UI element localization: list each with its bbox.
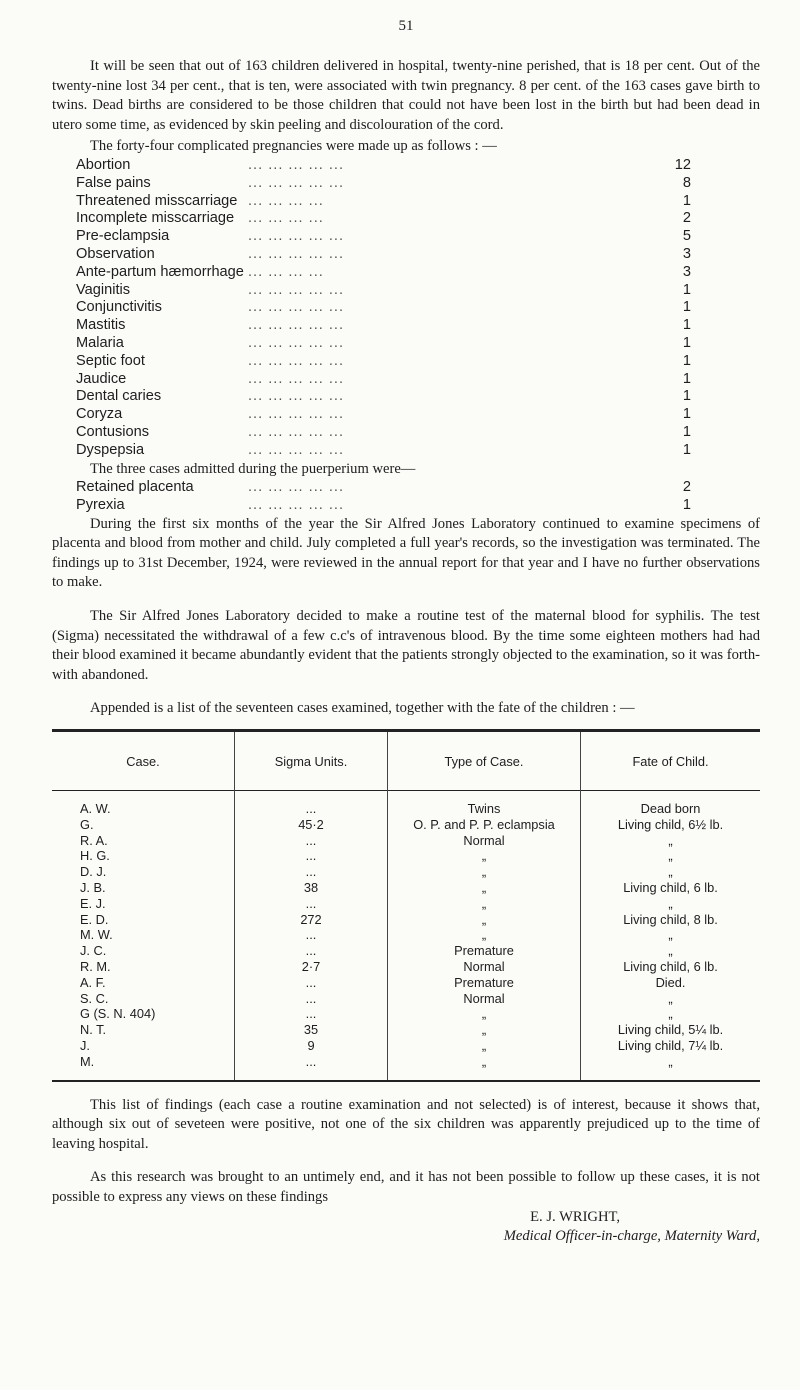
- cell-case: J.: [80, 1038, 90, 1053]
- cell-type-of-case: Normal: [388, 991, 581, 1007]
- paragraph-findings: This list of findings (each case a routine examination and not selected) is of interest, because it shows that, although six out of seveteen were positive, not one of the six children was apparently prejudiced up to the time of leaving hospital.: [52, 1096, 760, 1152]
- complication-leader-dots: ... ... ... ... ...: [248, 388, 345, 405]
- complication-label: Abortion: [76, 156, 131, 173]
- paragraph-puerperium-intro: The three cases admitted during the puerperium were—: [90, 460, 416, 477]
- complication-leader-dots: ... ... ... ... ...: [248, 228, 345, 245]
- complication-label: Malaria: [76, 334, 124, 351]
- table-row: [52, 975, 760, 991]
- cell-sigma-units: ...: [235, 975, 388, 991]
- cell-sigma-units: 9: [235, 1038, 388, 1054]
- cell-sigma-units: ...: [235, 864, 388, 880]
- complication-item: [76, 228, 691, 246]
- complication-count: 1: [682, 406, 691, 423]
- complication-item: [76, 335, 691, 353]
- table-row: [52, 864, 760, 880]
- cell-sigma-units: 35: [235, 1022, 388, 1038]
- cell-case: E. J.: [80, 895, 106, 911]
- cell-fate-of-child: Living child, 5¼ lb.: [581, 1022, 761, 1038]
- complication-count: 1: [682, 334, 691, 351]
- cell-type-of-case: O. P. and P. P. eclampsia: [388, 817, 581, 833]
- puerperium-count: 1: [682, 496, 691, 513]
- table-header-row: [52, 731, 760, 791]
- complication-item: [76, 442, 691, 460]
- complication-item: [76, 317, 691, 335]
- cell-fate-of-child: Living child, 6 lb.: [581, 959, 761, 975]
- complication-count: 1: [682, 281, 691, 298]
- cell-case: S. C.: [80, 990, 109, 1006]
- complication-count: 8: [682, 174, 691, 191]
- paragraph-laboratory: During the first six months of the year the Sir Alfred Jones Laboratory continued to examine specimens of placenta and blood from mother and child. July completed a full year's records, so the investigation was terminated. The findings up to 31st December, 1924, were reviewed in the annual report for that year and I have no further observations to make.: [52, 515, 760, 591]
- complication-label: Observation: [76, 245, 155, 262]
- cell-case: E. D.: [80, 911, 109, 927]
- cell-sigma-units: ...: [235, 848, 388, 864]
- complication-leader-dots: ... ... ... ... ...: [248, 352, 345, 369]
- table-row: [52, 896, 760, 912]
- table-row: [52, 848, 760, 864]
- complication-leader-dots: ... ... ... ... ...: [248, 334, 345, 351]
- complication-label: Dyspepsia: [76, 441, 145, 458]
- cell-type-of-case: Premature: [388, 975, 581, 991]
- cell-case: D. J.: [80, 864, 107, 880]
- header-sigma-units: Sigma Units.: [235, 731, 388, 791]
- cell-fate-of-child: Living child, 6 lb.: [581, 880, 761, 896]
- cell-fate-of-child: „: [581, 1054, 761, 1081]
- complication-leader-dots: ... ... ... ... ...: [248, 245, 345, 262]
- complication-count: 1: [682, 192, 691, 209]
- complication-label: Incomplete misscarriage: [76, 210, 235, 227]
- signature-title: Medical Officer-in-charge, Maternity Ward,: [503, 1227, 760, 1244]
- table-row: [52, 791, 760, 817]
- puerperium-item: [76, 479, 691, 497]
- table-row: [52, 833, 760, 849]
- cell-fate-of-child: Dead born: [581, 791, 761, 817]
- cell-fate-of-child: „: [581, 991, 761, 1007]
- complication-item: [76, 388, 691, 406]
- puerperium-label: Pyrexia: [76, 496, 125, 513]
- cell-type-of-case: Premature: [388, 943, 581, 959]
- cell-case: G.: [80, 816, 94, 832]
- complication-label: Vaginitis: [76, 281, 131, 298]
- complication-count: 2: [682, 210, 691, 227]
- cell-sigma-units: 38: [235, 880, 388, 896]
- table-body: [52, 791, 760, 1081]
- document-page: [52, 18, 760, 1246]
- puerperium-list: [76, 479, 691, 515]
- cell-case: J. C.: [80, 943, 107, 959]
- complication-count: 1: [682, 299, 691, 316]
- complication-item: [76, 157, 691, 175]
- cell-type-of-case: Twins: [388, 791, 581, 817]
- complication-label: Septic foot: [76, 352, 145, 369]
- complication-label: Coryza: [76, 406, 123, 423]
- table-row: [52, 1038, 760, 1054]
- complication-leader-dots: ... ... ... ... ...: [248, 299, 345, 316]
- cell-fate-of-child: Died.: [581, 975, 761, 991]
- cell-sigma-units: ...: [235, 927, 388, 943]
- paragraph-conclusion: As this research was brought to an untimely end, and it has not been possible to follow up these cases, it is not possible to express any views on these findings: [52, 1169, 760, 1205]
- paragraph-complications-intro: The forty-four complicated pregnancies were made up as follows : —: [90, 138, 497, 155]
- complication-count: 1: [682, 423, 691, 440]
- complication-count: 1: [682, 352, 691, 369]
- table-row: [52, 959, 760, 975]
- cell-fate-of-child: „: [581, 896, 761, 912]
- complication-leader-dots: ... ... ... ...: [248, 210, 324, 227]
- table-row: [52, 912, 760, 928]
- complication-label: Ante-partum hæmorrhage: [76, 263, 244, 280]
- complication-item: [76, 210, 691, 228]
- cell-type-of-case: „: [388, 1038, 581, 1054]
- cell-fate-of-child: „: [581, 1006, 761, 1022]
- complication-label: Threatened misscarriage: [76, 192, 238, 209]
- cell-case: R. A.: [80, 832, 108, 848]
- complication-item: [76, 246, 691, 264]
- cell-type-of-case: „: [388, 880, 581, 896]
- puerperium-item: [76, 497, 691, 515]
- complication-leader-dots: ... ... ... ... ...: [248, 317, 345, 334]
- complication-leader-dots: ... ... ... ... ...: [248, 406, 345, 423]
- table-row: [52, 927, 760, 943]
- puerperium-leader-dots: ... ... ... ... ...: [248, 479, 345, 496]
- paragraph-syphilis-test: The Sir Alfred Jones Laboratory decided to make a routine test of the maternal blood for syphilis. The test (Sigma) necessitated the withdrawal of a few c.c's of intravenous blood. By the time some eighteen mothers had had their blood examined it became abundantly evident that the patients strongly objected to the examination, so it was forth-with abandoned.: [52, 608, 760, 683]
- complication-item: [76, 193, 691, 211]
- cell-fate-of-child: Living child, 7¼ lb.: [581, 1038, 761, 1054]
- cell-type-of-case: „: [388, 896, 581, 912]
- cell-type-of-case: „: [388, 927, 581, 943]
- cell-type-of-case: „: [388, 1006, 581, 1022]
- complication-item: [76, 371, 691, 389]
- table-row: [52, 991, 760, 1007]
- complication-label: Mastitis: [76, 317, 126, 334]
- cell-case: N. T.: [80, 1022, 107, 1038]
- cell-case: R. M.: [80, 959, 111, 975]
- cell-type-of-case: Normal: [388, 833, 581, 849]
- table-row: [52, 880, 760, 896]
- complication-count: 3: [682, 263, 691, 280]
- puerperium-count: 2: [682, 479, 691, 496]
- complication-leader-dots: ... ... ... ... ...: [248, 423, 345, 440]
- complication-count: 3: [682, 245, 691, 262]
- signature-name: E. J. WRIGHT,: [530, 1208, 620, 1225]
- complication-count: 1: [682, 317, 691, 334]
- complications-list: [76, 157, 691, 460]
- complication-label: Pre-eclampsia: [76, 228, 170, 245]
- complication-label: False pains: [76, 174, 151, 191]
- complication-leader-dots: ... ... ... ... ...: [248, 174, 345, 191]
- table-row: [52, 943, 760, 959]
- cell-case: G (S. N. 404): [80, 1006, 156, 1022]
- page-number: 51: [398, 18, 414, 34]
- complication-label: Jaudice: [76, 370, 127, 387]
- cell-sigma-units: ...: [235, 1006, 388, 1022]
- complication-item: [76, 282, 691, 300]
- cell-sigma-units: ...: [235, 833, 388, 849]
- cell-type-of-case: „: [388, 1054, 581, 1081]
- cell-fate-of-child: „: [581, 927, 761, 943]
- cell-case: M. W.: [80, 927, 113, 943]
- cell-sigma-units: ...: [235, 943, 388, 959]
- cell-sigma-units: 272: [235, 912, 388, 928]
- cell-type-of-case: Normal: [388, 959, 581, 975]
- complication-leader-dots: ... ... ... ... ...: [248, 156, 345, 173]
- cell-sigma-units: ...: [235, 896, 388, 912]
- table-row: [52, 1006, 760, 1022]
- cell-fate-of-child: „: [581, 864, 761, 880]
- complication-count: 12: [674, 156, 691, 173]
- complication-label: Conjunctivitis: [76, 299, 162, 316]
- header-type-of-case: Type of Case.: [388, 731, 581, 791]
- complication-leader-dots: ... ... ... ... ...: [248, 370, 345, 387]
- cell-sigma-units: 45·2: [235, 817, 388, 833]
- complication-label: Dental caries: [76, 388, 162, 405]
- complication-item: [76, 299, 691, 317]
- paragraph-twins: It will be seen that out of 163 children delivered in hospital, twenty-nine perished, that is 18 per cent. Out of the twenty-nine lost 34 per cent., that is ten, were associated with twin pregnancy. 8 per cent. of the 163 cases gave birth to twins. Dead births are considered to be those children that could not have been lost in the birth but had been dead in utero some time, as evidenced by skin peeling and discolouration of the cord.: [52, 58, 760, 133]
- cell-type-of-case: „: [388, 864, 581, 880]
- cell-fate-of-child: „: [581, 833, 761, 849]
- table-row: [52, 817, 760, 833]
- table-row: [52, 1022, 760, 1038]
- paragraph-appended-list: Appended is a list of the seventeen cases examined, together with the fate of the children : —: [90, 700, 635, 717]
- cell-case: H. G.: [80, 848, 110, 864]
- complication-count: 1: [682, 388, 691, 405]
- cell-type-of-case: „: [388, 912, 581, 928]
- cell-sigma-units: ...: [235, 991, 388, 1007]
- complication-leader-dots: ... ... ... ...: [248, 192, 324, 209]
- cell-sigma-units: ...: [235, 1054, 388, 1081]
- cases-table: [52, 729, 760, 1082]
- cell-fate-of-child: Living child, 8 lb.: [581, 912, 761, 928]
- complication-item: [76, 424, 691, 442]
- complication-count: 1: [682, 370, 691, 387]
- complication-leader-dots: ... ... ... ... ...: [248, 281, 345, 298]
- puerperium-label: Retained placenta: [76, 479, 194, 496]
- complication-item: [76, 264, 691, 282]
- complication-label: Contusions: [76, 423, 150, 440]
- complication-item: [76, 406, 691, 424]
- header-fate-of-child: Fate of Child.: [581, 731, 761, 791]
- cell-case: J. B.: [80, 880, 106, 896]
- cell-type-of-case: „: [388, 1022, 581, 1038]
- complication-leader-dots: ... ... ... ...: [248, 263, 324, 280]
- complication-item: [76, 353, 691, 371]
- complication-leader-dots: ... ... ... ... ...: [248, 441, 345, 458]
- header-case: Case.: [126, 753, 160, 769]
- cell-type-of-case: „: [388, 848, 581, 864]
- cell-sigma-units: ...: [235, 791, 388, 817]
- complication-count: 1: [682, 441, 691, 458]
- cell-fate-of-child: „: [581, 943, 761, 959]
- complication-item: [76, 175, 691, 193]
- cell-fate-of-child: Living child, 6½ lb.: [581, 817, 761, 833]
- cell-fate-of-child: „: [581, 848, 761, 864]
- cell-sigma-units: 2·7: [235, 959, 388, 975]
- complication-count: 5: [682, 228, 691, 245]
- cell-case: A. F.: [80, 974, 106, 990]
- puerperium-leader-dots: ... ... ... ... ...: [248, 496, 345, 513]
- cell-case: A. W.: [80, 801, 111, 817]
- cell-case: M.: [80, 1053, 95, 1069]
- table-row: [52, 1054, 760, 1081]
